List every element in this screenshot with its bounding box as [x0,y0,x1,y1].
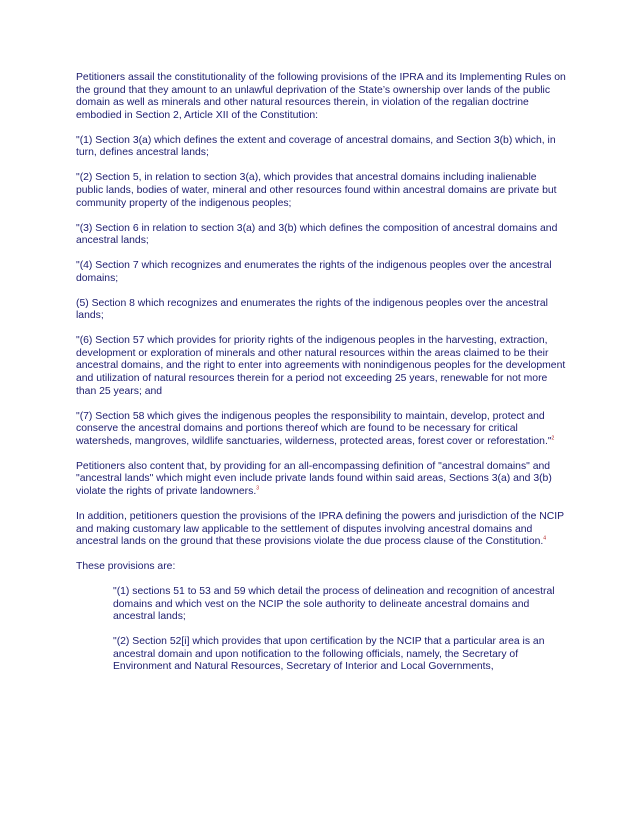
paragraph-private-lands: Petitioners also content that, by providing for an all-encompassing definition of "ancestral domains" and "ancestral lands" which might even include private lands found within said areas, Sections 3(a) and 3(b) violate the rights of private landowners.$^3$ [76,460,552,497]
paragraph-provision-7: "(7) Section 58 which gives the indigenous peoples the responsibility to maintain, develop, protect and conserve the ancestral domains and portions thereof which are found to be necessary for critical watersheds, mangroves, wildlife sanctuaries, wilderness, protected areas, forest cover or reforestation."$^2$ [76,410,555,447]
paragraph-provisions-intro: These provisions are: [76,561,176,573]
paragraph-provision-6: "(6) Section 57 which provides for priority rights of the indigenous peoples in the harvesting, extraction, development or exploration of minerals and other natural resources within the areas claimed to be their ancestral domains, and the right to enter into agreements with nonindigenous peoples for the development and utilization of natural resources therein for a period not exceeding 25 years, renewable for not more than 25 years; and [76,335,566,397]
paragraph-provision-4: "(4) Section 7 which recognizes and enumerates the rights of the indigenous peoples over the ancestral domains; [76,260,552,284]
paragraph-provision-1: "(1) Section 3(a) which defines the extent and coverage of ancestral domains, and Section 3(b) which, in turn, defines ancestral lands; [76,134,556,159]
footnote-ref-2[interactable]: 2 [551,435,555,442]
footnote-ref-3[interactable]: 3 [256,485,259,492]
paragraph-ncip-provision-2: "(2) Section 52[i] which provides that upon certification by the NCIP that a particular area is an ancestral domain and upon notification to the following officials, namely, the Secretary of Environment and Natural Resources, Secretary of Interior and Local Governments, [113,636,545,673]
paragraph-ncip: In addition, petitioners question the provisions of the IPRA defining the powers and jurisdiction of the NCIP and making customary law applicable to the settlement of disputes involving ancestral domains and ancestral lands on the ground that these provisions violate the due process clause of the Constitution.$^4$ [76,510,564,548]
paragraph-provision-5: (5) Section 8 which recognizes and enumerates the rights of the indigenous peoples over the ancestral lands; [76,297,548,322]
paragraph-ncip-provision-1: "(1) sections 51 to 53 and 59 which detail the process of delineation and recognition of ancestral domains and which vest on the NCIP the sole authority to delineate ancestral domains and ancestral lands; [113,586,555,623]
paragraph-intro: Petitioners assail the constitutionality of the following provisions of the IPRA and its Implementing Rules on the ground that they amount to an unlawful deprivation of the State’s ownership over lands of the public domain as well as minerals and other natural resources therein, in violation of the regalian doctrine embodied in Section 2, Article XII of the Constitution: [76,72,566,121]
paragraph-provision-2: "(2) Section 5, in relation to section 3(a), which provides that ancestral domains including inalienable public lands, bodies of water, mineral and other resources found within ancestral domains are private but community property of the indigenous peoples; [76,172,557,209]
footnote-ref-4[interactable]: 4 [543,535,547,542]
document-body [76,72,566,686]
paragraph-provision-3: "(3) Section 6 in relation to section 3(a) and 3(b) which defines the composition of ancestral domains and ancestral lands; [76,222,558,247]
